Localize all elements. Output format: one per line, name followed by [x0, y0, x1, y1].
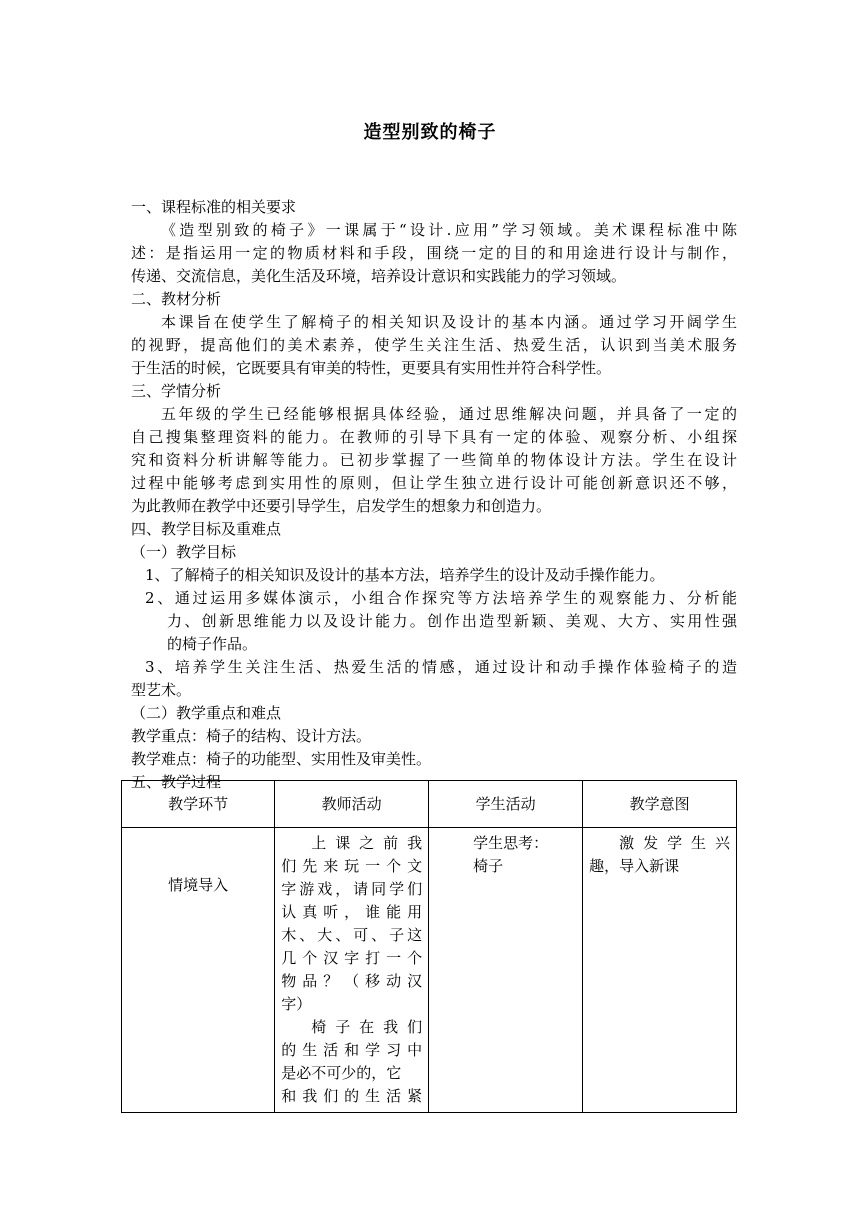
goal-item: 2、通过运用多媒体演示，小组合作探究等方法培养学生的观察能力、分析能	[145, 589, 737, 607]
table-header-cell: 教学意图	[583, 781, 737, 828]
document-body	[131, 196, 737, 794]
intent-cell	[583, 828, 737, 1113]
cell-line: 木、大、可、子这	[281, 926, 423, 944]
paragraph-line: 的视野，提高他们的美术素养，使学生关注生活、热爱生活，认识到当美术服务	[131, 336, 737, 354]
cell-line: 椅子	[473, 857, 504, 875]
goal-item-cont: 的椅子作品。	[167, 635, 258, 653]
paragraph-line: 五年级的学生已经能够根据具体经验，通过思维解决问题，并具备了一定的	[161, 405, 737, 423]
section-heading: 三、学情分析	[131, 382, 222, 400]
key-point: 教学重点：椅子的结构、设计方法。	[131, 727, 372, 745]
section-heading: 四、教学目标及重难点	[131, 520, 282, 538]
goal-item: 3、培养学生关注生活、热爱生活的情感，通过设计和动手操作体验椅子的造	[145, 658, 737, 676]
process-table	[121, 780, 737, 1113]
document-title: 造型别致的椅子	[363, 122, 497, 143]
goal-item: 1、了解椅子的相关知识及设计的基本方法，培养学生的设计及动手操作能力。	[145, 566, 665, 584]
cell-line: 们先来玩一个文	[281, 857, 423, 875]
goal-item-cont: 型艺术。	[131, 681, 192, 699]
paragraph-line: 为此教师在教学中还要引导学生，启发学生的想象力和创造力。	[131, 497, 552, 515]
cell-line: 字）	[281, 995, 312, 1013]
cell-line: 学生思考：	[473, 834, 549, 852]
stage-label: 情境导入	[168, 876, 229, 894]
table-header-cell: 教学环节	[122, 781, 275, 828]
cell-line: 认真听，谁能用	[281, 903, 423, 921]
section-heading: 五、教学过程	[131, 773, 222, 791]
paragraph-line: 究和资料分析讲解等能力。已初步掌握了一些简单的物体设计方法。学生在设计	[131, 451, 737, 469]
cell-line: 椅子在我们	[311, 1018, 423, 1036]
stage-cell	[122, 828, 275, 1113]
cell-line: 字游戏，请同学们	[281, 880, 423, 898]
student-activity-cell	[429, 828, 583, 1113]
paragraph-line: 本课旨在使学生了解椅子的相关知识及设计的基本内涵。通过学习开阔学生	[161, 313, 737, 331]
table-row	[122, 828, 737, 1113]
subsection-heading: （一）教学目标	[131, 543, 237, 561]
cell-line: 的生活和学习中	[281, 1041, 423, 1059]
table-header-cell: 学生活动	[429, 781, 583, 828]
paragraph-line: 传递、交流信息，美化生活及环境，培养设计意识和实践能力的学习领域。	[131, 267, 627, 285]
paragraph-line: 自己搜集整理资料的能力。在教师的引导下具有一定的体验、观察分析、小组探	[131, 428, 737, 446]
cell-line: 趣，导入新课	[589, 857, 680, 875]
difficult-point: 教学难点：椅子的功能型、实用性及审美性。	[131, 750, 432, 768]
paragraph-line: 述：是指运用一定的物质材料和手段，围绕一定的目的和用途进行设计与制作，	[131, 244, 737, 262]
table-header-cell: 教师活动	[275, 781, 429, 828]
cell-line: 上课之前我	[311, 834, 423, 852]
paragraph-line: 《造型别致的椅子》一课属于“设计.应用”学习领域。美术课程标准中陈	[161, 221, 737, 239]
teacher-activity-cell	[275, 828, 429, 1113]
cell-line: 是必不可少的，它	[281, 1064, 402, 1082]
cell-line: 和我们的生活紧	[281, 1087, 423, 1105]
section-heading: 二、教材分析	[131, 290, 222, 308]
paragraph-line: 于生活的时候，它既要具有审美的特性，更要具有实用性并符合科学性。	[131, 359, 612, 377]
goal-item-cont: 力、创新思维能力以及设计能力。创作出造型新颖、美观、大方、实用性强	[167, 612, 737, 630]
section-heading: 一、课程标准的相关要求	[131, 198, 297, 216]
cell-line: 几个汉字打一个	[281, 949, 423, 967]
paragraph-line: 过程中能够考虑到实用性的原则，但让学生独立进行设计可能创新意识还不够，	[131, 474, 737, 492]
subsection-heading: （二）教学重点和难点	[131, 704, 282, 722]
cell-line: 激发学生兴	[619, 834, 730, 852]
table-header-row	[122, 781, 737, 828]
cell-line: 物品？（移动汉	[281, 972, 423, 990]
